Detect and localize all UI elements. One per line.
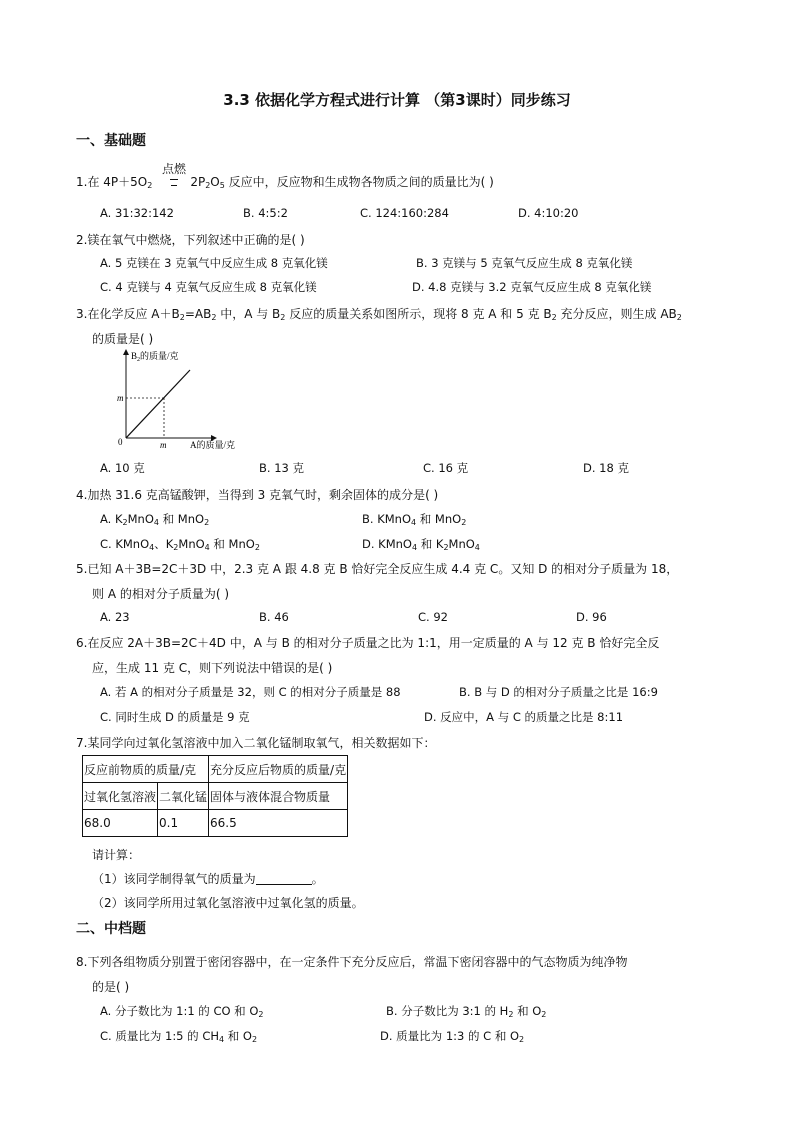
q8-option-d: D. 质量比为 1:3 的 C 和 $O_2$ [380, 1029, 525, 1044]
question-5-line1: 5.已知 A＋3B=2C＋3D 中，2.3 克 A 跟 4.8 克 B 恰好完全反应生成 4.4 克 C。又知 D 的相对分子质量为 18， [76, 562, 679, 576]
question-3-line2: 的质量是( ) [92, 332, 154, 346]
question-2-stem: 2.镁在氧气中燃烧，下列叙述中正确的是( ) [76, 233, 305, 247]
q3-option-d: D. 18 克 [583, 461, 629, 475]
section-basic: 一、基础题 [76, 133, 146, 149]
q8-option-c: C. 质量比为 1:5 的 $CH_4$ 和 $O_2$ [100, 1029, 258, 1044]
q2-option-b: B. 3 克镁与 5 克氧气反应生成 8 克氧化镁 [416, 256, 633, 270]
question-3-stem: 3.在化学反应 $A+B_2=AB_2$ 中，A 与 $B_2$ 反应的质量关系如图所示，现将 8 克 A 和 5 克 $B_2$ 充分反应，则生成 $AB_2$ [76, 307, 682, 322]
section-mid: 二、中档题 [76, 921, 146, 937]
origin-label: 0 [118, 437, 123, 447]
question-7-stem: 7.某同学向过氧化氢溶液中加入二氧化锰制取氧气，相关数据如下： [76, 736, 436, 750]
question-6-line1: 6.在反应 2A＋3B=2C＋4D 中，A 与 B 的相对分子质量之比为 1:1，用一定质量的 A 与 12 克 B 恰好完全反 [76, 636, 660, 650]
x-tick-m: m [160, 440, 167, 450]
table-cell: 过氧化氢溶液 [83, 783, 158, 810]
q4-option-d: D. KMnO$_4$ 和 $K_2MnO_4$ [362, 537, 480, 552]
q6-option-a: A. 若 A 的相对分子质量是 32，则 C 的相对分子质量是 88 [100, 685, 401, 699]
q1-option-a: A. 31:32:142 [100, 206, 174, 220]
y-axis-label: $B_2$的质量/克 [131, 351, 179, 363]
question-5-line2: 则 A 的相对分子质量为( ) [92, 587, 230, 601]
table-cell: 充分反应后物质的质量/克 [209, 756, 348, 783]
q5-option-c: C. 92 [418, 610, 448, 624]
table-cell: 0.1 [158, 810, 209, 837]
condition-label: 点燃 [161, 162, 186, 176]
answer-blank[interactable] [256, 872, 312, 885]
q1-option-c: C. 124:160:284 [360, 206, 449, 220]
q1-option-b: B. 4:5:2 [243, 206, 288, 220]
q8-option-b: B. 分子数比为 3:1 的 $H_2$ 和 $O_2$ [386, 1004, 547, 1019]
q6-option-c: C. 同时生成 D 的质量是 9 克 [100, 710, 250, 724]
data-table [82, 755, 348, 837]
q3-option-a: A. 10 克 [100, 461, 145, 475]
q4-option-a: A. $K_2MnO_4$ 和 MnO$_2$ [100, 512, 210, 527]
table-cell: 二氧化锰 [158, 783, 209, 810]
table-cell: 反应前物质的质量/克 [83, 756, 209, 783]
q8-option-a: A. 分子数比为 1:1 的 CO 和 $O_2$ [100, 1004, 264, 1019]
q5-option-d: D. 96 [576, 610, 607, 624]
y-tick-m: m [117, 393, 124, 403]
q1-option-d: D. 4:10:20 [518, 206, 579, 220]
q2-option-d: D. 4.8 克镁与 3.2 克氧气反应生成 8 克氧化镁 [412, 280, 652, 294]
q2-option-a: A. 5 克镁在 3 克氧气中反应生成 8 克氧化镁 [100, 256, 328, 270]
mass-relation-chart [112, 348, 262, 454]
question-8-line2: 的是( ) [92, 980, 130, 994]
q2-option-c: C. 4 克镁与 4 克氧气反应生成 8 克氧化镁 [100, 280, 317, 294]
table-cell: 固体与液体混合物质量 [209, 783, 348, 810]
q3-option-b: B. 13 克 [259, 461, 304, 475]
x-axis-label: A的质量/克 [190, 440, 236, 450]
q7-subquestion-2: （2）该同学所用过氧化氢溶液中过氧化氢的质量。 [92, 896, 364, 910]
q7-instruction: 请计算： [92, 848, 141, 862]
page-title: 3.3 依据化学方程式进行计算 （第3课时）同步练习 [223, 91, 571, 109]
q7-subquestion-1: （1）该同学制得氧气的质量为 。 [92, 872, 324, 886]
q5-option-b: B. 46 [259, 610, 289, 624]
q4-option-c: C. KMnO$_4$、$K_2MnO_4$ 和 MnO$_2$ [100, 537, 260, 552]
q5-option-a: A. 23 [100, 610, 130, 624]
q3-option-c: C. 16 克 [423, 461, 469, 475]
table-row [83, 810, 348, 837]
question-6-line2: 应，生成 11 克 C，则下列说法中错误的是( ) [92, 661, 333, 675]
table-cell: 66.5 [209, 810, 348, 837]
question-4-stem: 4.加热 31.6 克高锰酸钾，当得到 3 克氧气时，剩余固体的成分是( ) [76, 488, 439, 502]
series-line [126, 370, 190, 438]
q4-option-b: B. KMnO$_4$ 和 MnO$_2$ [362, 512, 467, 527]
table-cell: 68.0 [83, 810, 158, 837]
table-row [83, 783, 348, 810]
question-8-line1: 8.下列各组物质分别置于密闭容器中，在一定条件下充分反应后，常温下密闭容器中的气态物质为纯净物 [76, 955, 628, 969]
q6-option-d: D. 反应中，A 与 C 的质量之比是 8:11 [424, 710, 624, 724]
table-row [83, 756, 348, 783]
question-1-stem: 1.在 $4P+5O_2$ $2P_2O_5$ 反应中，反应物和生成物各物质之间的质量比为( ) [76, 175, 494, 190]
q6-option-b: B. B 与 D 的相对分子质量之比是 16:9 [459, 685, 658, 699]
